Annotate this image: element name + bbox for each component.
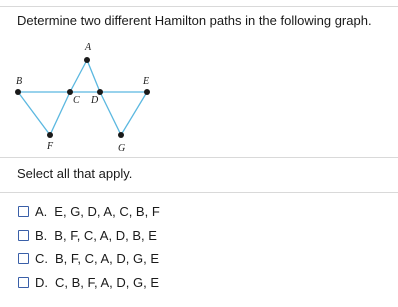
edge-c-a	[70, 60, 87, 92]
graph-edges	[18, 60, 150, 135]
choice-d[interactable]	[18, 274, 238, 290]
vertex-label-c: C	[73, 95, 80, 106]
choice-b[interactable]	[18, 227, 238, 243]
choice-a[interactable]	[18, 203, 238, 219]
vertex-b	[15, 89, 21, 95]
question-text: Determine two different Hamilton paths in the following graph.	[17, 13, 372, 28]
middle-divider	[0, 157, 398, 158]
instruction-text: Select all that apply.	[17, 166, 133, 181]
edge-a-d	[87, 60, 100, 92]
checkbox-c[interactable]	[18, 253, 29, 264]
edge-f-c	[50, 92, 70, 135]
vertex-label-a: A	[85, 42, 92, 53]
choice-letter-a: A.	[35, 203, 48, 219]
choice-text-c: B, F, C, A, D, G, E	[55, 250, 160, 266]
hamilton-graph	[0, 38, 200, 156]
vertex-label-e: E	[143, 76, 150, 87]
vertex-a	[84, 57, 90, 63]
vertex-label-f: F	[47, 141, 54, 152]
vertex-g	[118, 132, 124, 138]
edge-b-f	[18, 92, 50, 135]
checkbox-a[interactable]	[18, 206, 29, 217]
vertex-e	[144, 89, 150, 95]
choice-letter-b: B.	[35, 227, 48, 243]
choice-c[interactable]	[18, 250, 238, 266]
vertex-label-d: D	[91, 95, 99, 106]
edge-g-e	[121, 92, 147, 135]
top-divider	[0, 6, 398, 7]
choice-text-b: B, F, C, A, D, B, E	[54, 227, 157, 243]
choice-letter-c: C.	[35, 250, 48, 266]
vertex-label-b: B	[16, 76, 23, 87]
choice-letter-d: D.	[35, 274, 48, 290]
graph-labels	[16, 42, 149, 154]
checkbox-d[interactable]	[18, 277, 29, 288]
vertex-f	[47, 132, 53, 138]
choice-text-d: C, B, F, A, D, G, E	[55, 274, 160, 290]
choices-divider	[0, 192, 398, 193]
vertex-label-g: G	[118, 143, 126, 154]
choice-text-a: E, G, D, A, C, B, F	[54, 203, 160, 219]
checkbox-b[interactable]	[18, 230, 29, 241]
edge-d-g	[100, 92, 121, 135]
